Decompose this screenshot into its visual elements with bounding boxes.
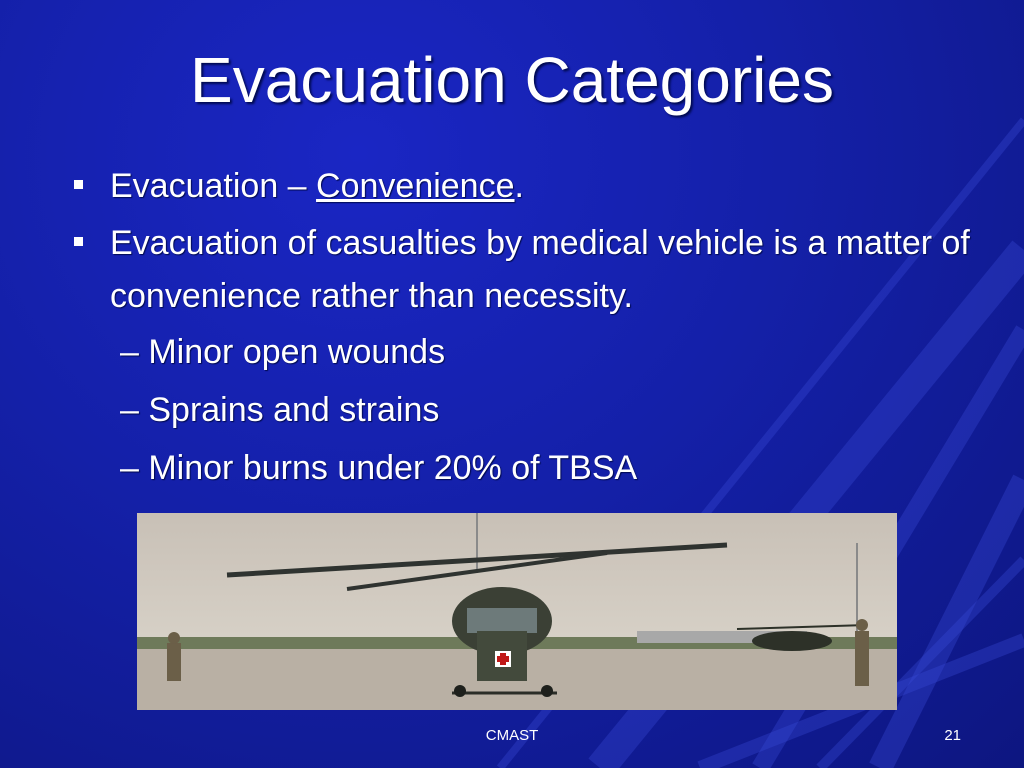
slide-content (72, 160, 972, 497)
square-bullet-icon (74, 180, 83, 189)
bullet-suffix: . (514, 167, 524, 205)
slide-title: Evacuation Categories (190, 44, 834, 116)
helicopter-illustration (137, 513, 897, 710)
bullet-item (72, 217, 972, 323)
sub-bullet-item: – Minor burns under 20% of TBSA (120, 449, 638, 487)
bullet-item (72, 160, 972, 213)
bullet-emphasis: Convenience (316, 167, 515, 205)
sub-bullet-item: – Sprains and strains (120, 391, 440, 429)
medevac-helicopter-photo (137, 513, 897, 710)
slide-number: 21 (944, 727, 961, 744)
sub-bullet-item: – Minor open wounds (120, 333, 446, 371)
bullet-text: Evacuation of casualties by medical vehicle is a matter of convenience rather than necessity. (110, 224, 970, 315)
square-bullet-icon (74, 237, 83, 246)
bullet-prefix: Evacuation – (110, 167, 317, 205)
footer-label: CMAST (485, 727, 539, 744)
